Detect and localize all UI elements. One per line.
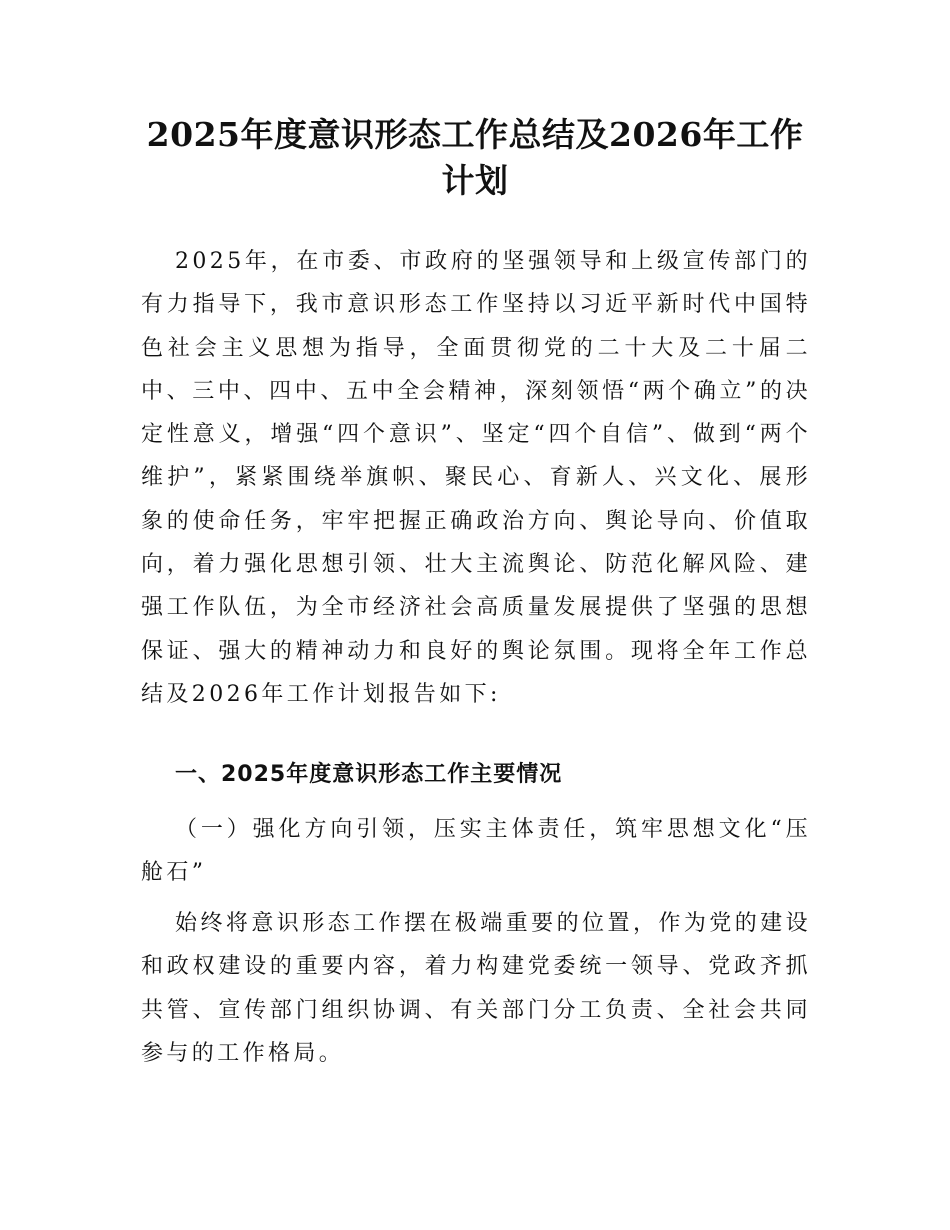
intro-paragraph: 2025年，在市委、市政府的坚强领导和上级宣传部门的有力指导下，我市意识形态工作坚持以习近平新时代中国特色社会主义思想为指导，全面贯彻党的二十大及二十届二中、三中、四中、五中全会精神，深刻领悟“两个确立”的决定性意义，增强“四个意识”、坚定“四个自信”、做到“两个维护”，紧紧围绕举旗帜、聚民心、育新人、兴文化、展形象的使命任务，牢牢把握正确政治方向、舆论导向、价值取向，着力强化思想引领、壮大主流舆论、防范化解风险、建强工作队伍，为全市经济社会高质量发展提供了坚强的思想保证、强大的精神动力和良好的舆论氛围。现将全年工作总结及2026年工作计划报告如下: [141,249,811,707]
document-title: 2025年度意识形态工作总结及2026年工作计划 [146,115,804,200]
subsection-heading: （一）强化方向引领，压实主体责任，筑牢思想文化“压舱石” [141,817,811,886]
section-heading: 一、2025年度意识形态工作主要情况 [175,762,563,787]
subsection-paragraph: 始终将意识形态工作摆在极端重要的位置，作为党的建设和政权建设的重要内容，着力构建党委统一领导、党政齐抓共管、宣传部门组织协调、有关部门分工负责、全社会共同参与的工作格局。 [141,911,811,1066]
